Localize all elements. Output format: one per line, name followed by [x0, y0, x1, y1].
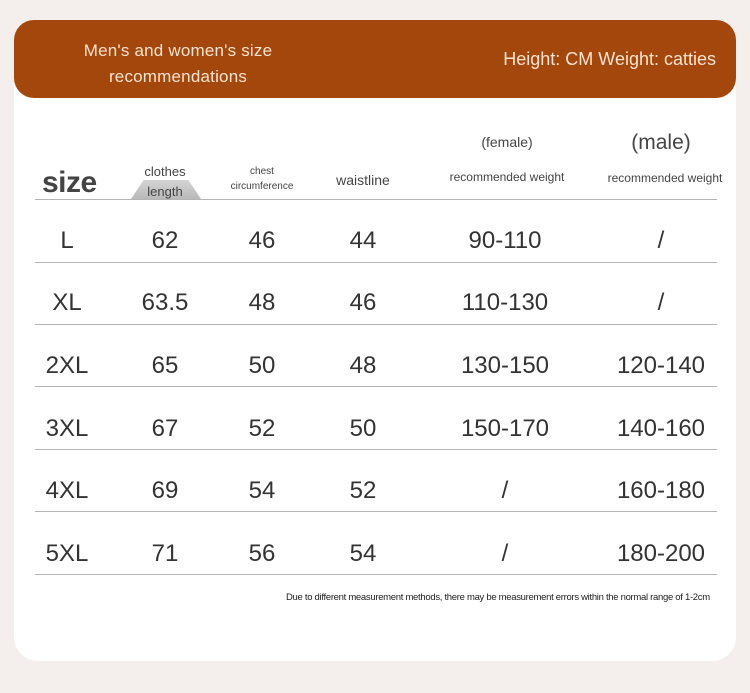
length-cell: 67 — [151, 415, 179, 442]
divider — [35, 574, 717, 575]
waist-cell: 46 — [349, 289, 377, 316]
male-weight-cell: 120-140 — [616, 352, 706, 379]
waist-cell: 50 — [349, 415, 377, 442]
table-row — [0, 398, 750, 460]
divider — [35, 199, 717, 200]
table-row — [0, 523, 750, 585]
table-row — [0, 335, 750, 397]
header-banner — [14, 20, 736, 98]
chest-cell: 48 — [248, 289, 276, 316]
female-weight-cell: 110-130 — [461, 289, 549, 316]
table-row — [0, 460, 750, 522]
female-weight-cell: / — [501, 540, 509, 567]
female-weight-cell: / — [501, 477, 509, 504]
size-cell: L — [60, 227, 74, 254]
length-cell: 65 — [151, 352, 179, 379]
divider — [35, 262, 717, 263]
clothes-length-line1: clothes — [144, 164, 186, 179]
length-cell: 69 — [151, 477, 179, 504]
divider — [35, 324, 717, 325]
chest-cell: 46 — [248, 227, 276, 254]
divider — [35, 386, 717, 387]
waist-cell: 54 — [349, 540, 377, 567]
banner-title: Men's and women's size recommendations — [83, 41, 273, 86]
chest-cell: 56 — [248, 540, 276, 567]
female-weight-header: recommended weight — [449, 170, 565, 184]
female-weight-cell: 130-150 — [460, 352, 550, 379]
measurement-footnote: Due to different measurement methods, there may be measurement errors within the normal range of 1-2cm — [286, 592, 710, 603]
male-weight-cell: 140-160 — [616, 415, 706, 442]
female-weight-cell: 150-170 — [460, 415, 550, 442]
size-column-header: size — [42, 166, 97, 199]
waist-cell: 48 — [349, 352, 377, 379]
waistline-header: waistline — [336, 172, 390, 188]
size-cell: XL — [52, 289, 82, 316]
chest-line1: chest — [250, 166, 274, 177]
male-weight-cell: 180-200 — [616, 540, 706, 567]
length-cell: 63.5 — [141, 289, 189, 316]
length-cell: 62 — [151, 227, 179, 254]
size-cell: 3XL — [45, 415, 89, 442]
chest-cell: 52 — [248, 415, 276, 442]
chest-cell: 54 — [248, 477, 276, 504]
clothes-length-line2: length — [147, 184, 183, 199]
clothes-length-header — [126, 162, 204, 202]
male-weight-cell: 160-180 — [616, 477, 706, 504]
male-weight-cell: / — [657, 227, 665, 254]
male-tag: (male) — [631, 131, 691, 154]
waist-cell: 44 — [349, 227, 377, 254]
chest-header — [222, 164, 302, 194]
size-cell: 2XL — [45, 352, 89, 379]
female-tag: (female) — [481, 134, 533, 150]
chest-line2: circumference — [230, 181, 294, 192]
male-weight-cell: / — [657, 289, 665, 316]
divider — [35, 449, 717, 450]
female-weight-cell: 90-110 — [468, 227, 542, 254]
unit-note: Height: CM Weight: catties — [503, 49, 716, 69]
size-cell: 4XL — [45, 477, 89, 504]
chest-cell: 50 — [248, 352, 276, 379]
length-cell: 71 — [151, 540, 179, 567]
size-cell: 5XL — [45, 540, 89, 567]
divider — [35, 511, 717, 512]
waist-cell: 52 — [349, 477, 377, 504]
male-weight-header: recommended weight — [607, 171, 723, 185]
